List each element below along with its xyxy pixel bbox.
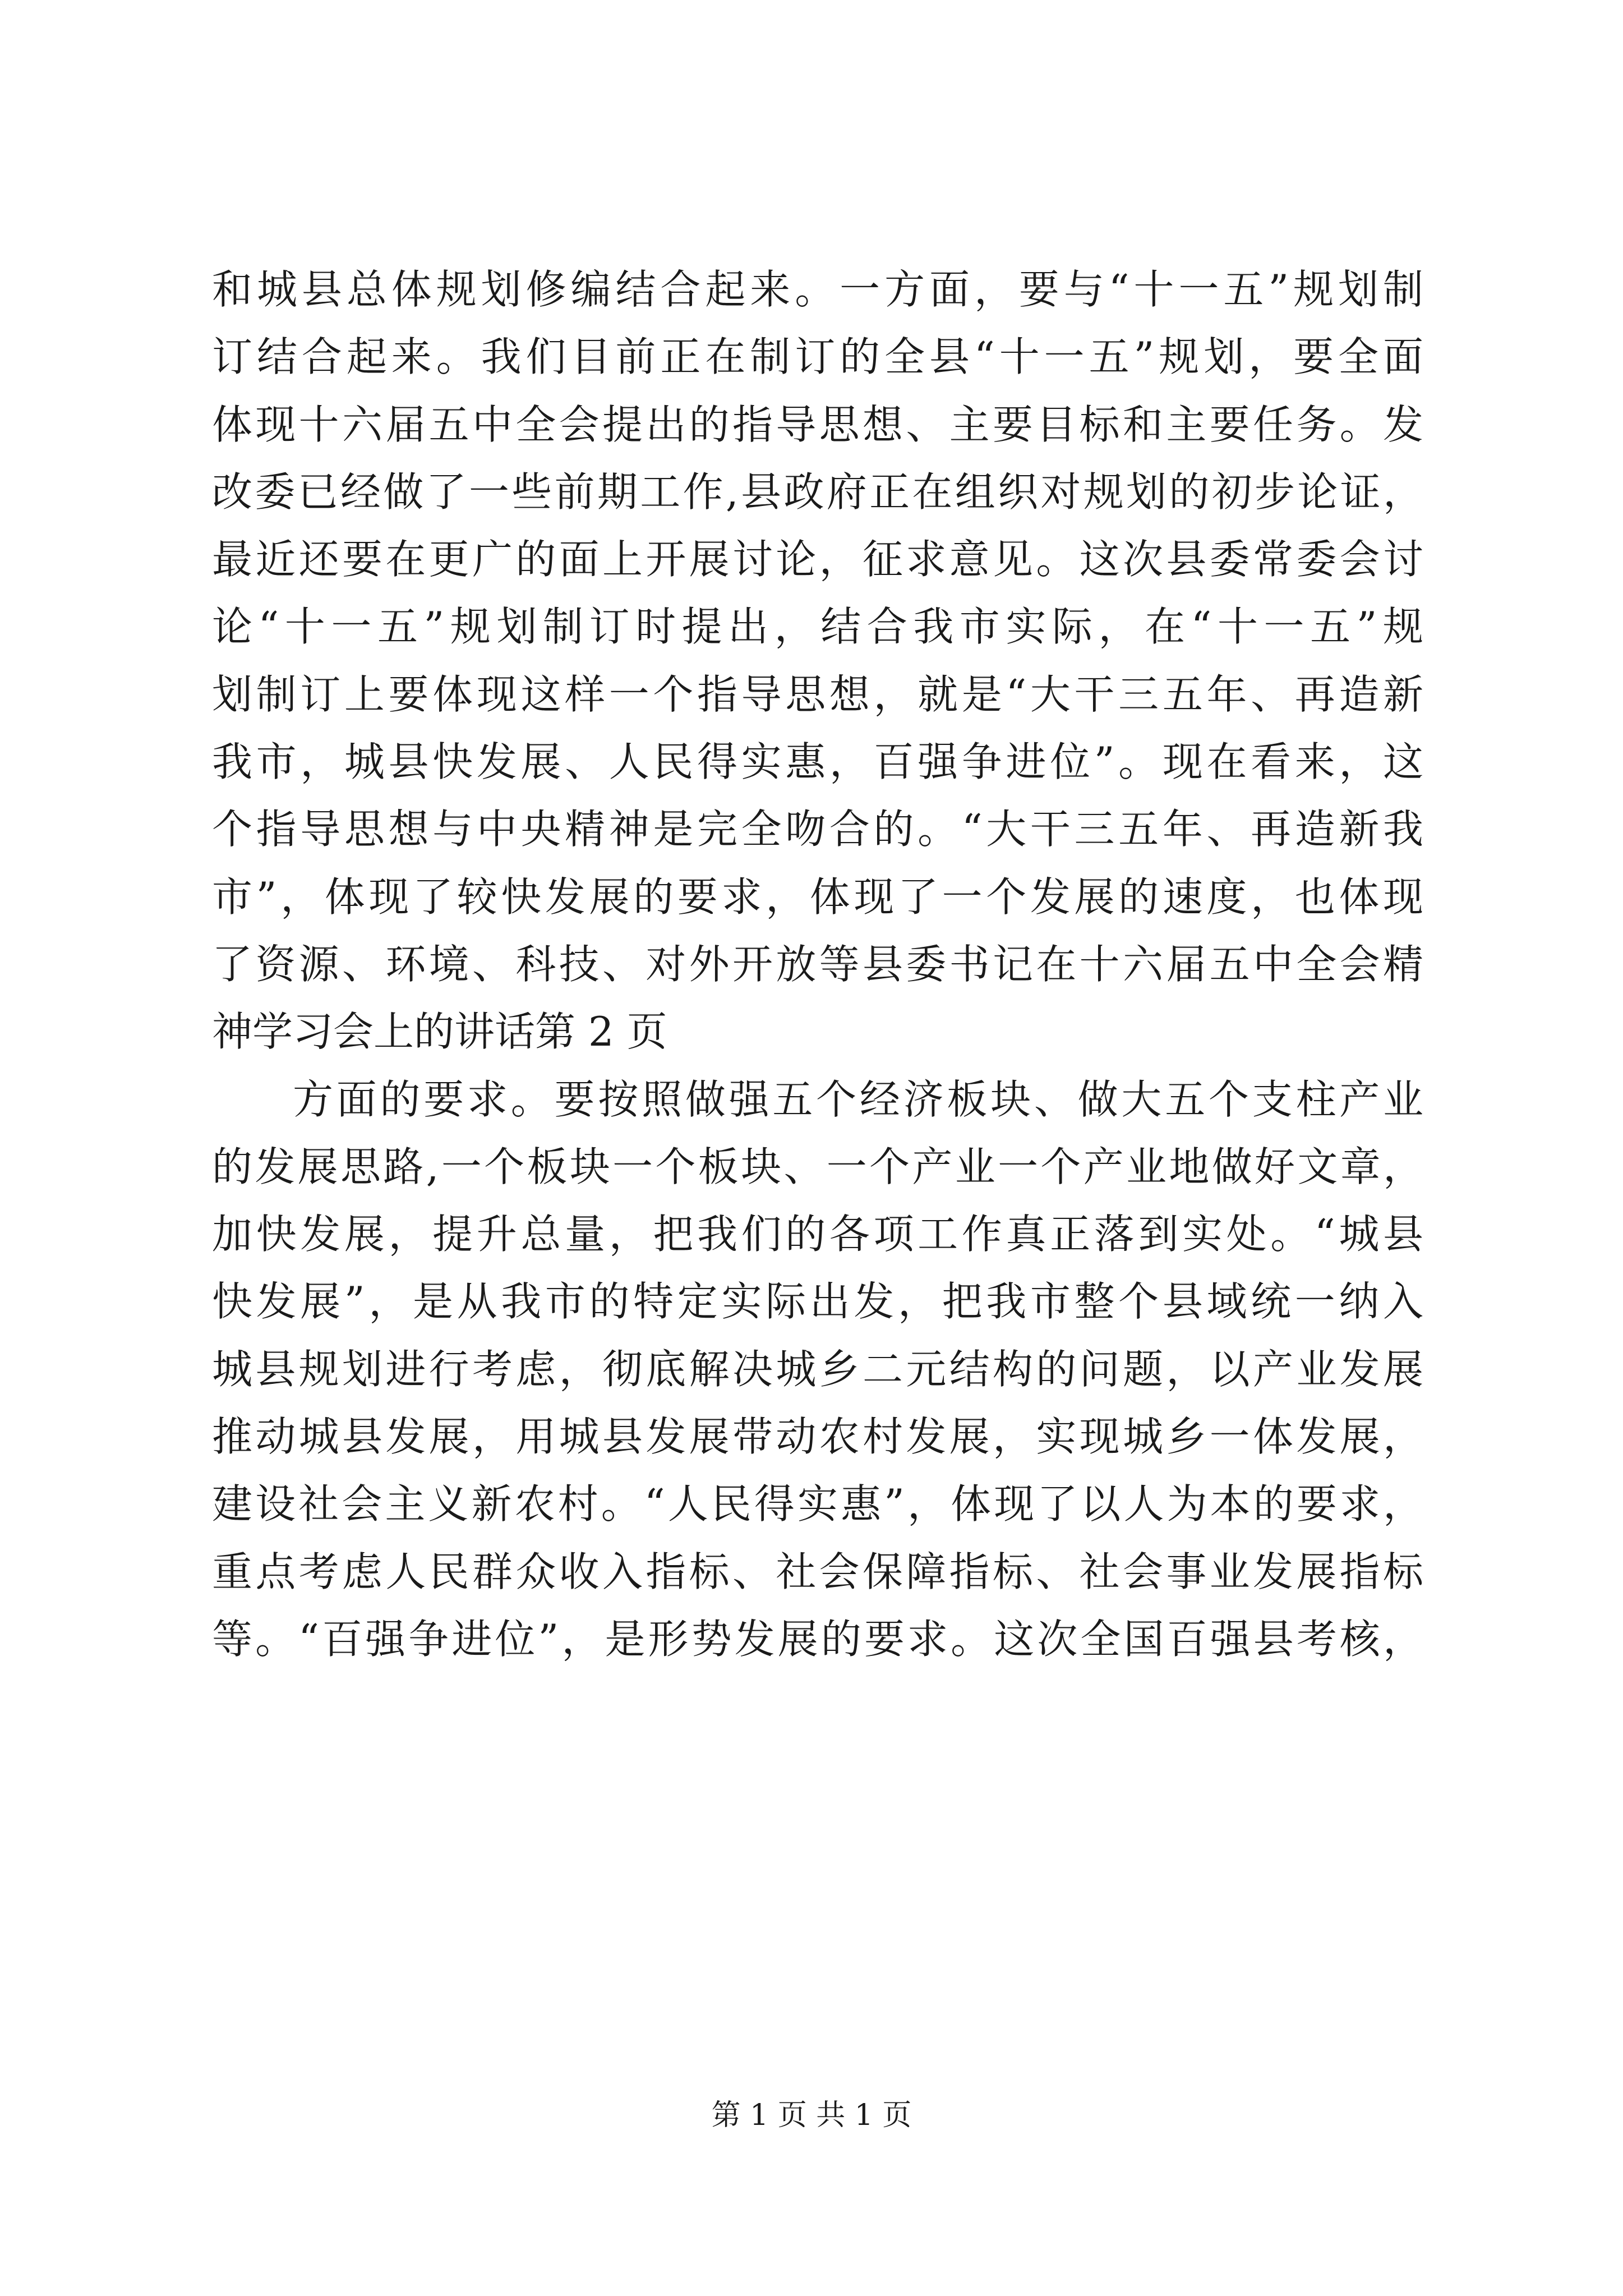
text-line-paragraph-end: 神学习会上的讲话第 2 页 — [212, 1008, 667, 1056]
text-line: 推动城县发展，用城县发展带动农村发展，实现城乡一体发展， — [212, 1413, 1423, 1461]
text-line: 个指导思想与中央精神是完全吻合的。“大干三五年、再造新我 — [212, 806, 1423, 853]
text-line: 改委已经做了一些前期工作,县政府正在组织对规划的初步论证， — [212, 468, 1423, 516]
text-line: 加快发展，提升总量，把我们的各项工作真正落到实处。“城县 — [212, 1211, 1423, 1258]
text-line: 论“十一五”规划制订时提出，结合我市实际，在“十一五”规 — [212, 603, 1423, 651]
text-line-paragraph-start: 方面的要求。要按照做强五个经济板块、做大五个支柱产业 — [293, 1075, 1423, 1123]
page-number-info: 第 1 页 共 1 页 — [711, 2099, 912, 2132]
text-line: 划制订上要体现这样一个指导思想，就是“大干三五年、再造新 — [212, 670, 1423, 718]
text-line: 最近还要在更广的面上开展讨论，征求意见。这次县委常委会讨 — [212, 536, 1423, 583]
page-footer — [0, 2091, 1623, 2133]
text-line: 了资源、环境、科技、对外开放等县委书记在十六届五中全会精 — [212, 940, 1423, 988]
text-line: 订结合起来。我们目前正在制订的全县“十一五”规划，要全面 — [212, 333, 1423, 381]
text-line: 我市，城县快发展、人民得实惠，百强争进位”。现在看来，这 — [212, 738, 1423, 786]
text-line: 城县规划进行考虑，彻底解决城乡二元结构的问题，以产业发展 — [212, 1345, 1423, 1393]
text-line: 等。“百强争进位”，是形势发展的要求。这次全国百强县考核， — [212, 1615, 1423, 1663]
text-line: 重点考虑人民群众收入指标、社会保障指标、社会事业发展指标 — [212, 1548, 1423, 1595]
text-line: 建设社会主义新农村。“人民得实惠”，体现了以人为本的要求， — [212, 1480, 1423, 1528]
document-body — [212, 256, 1423, 1673]
text-line: 的发展思路,一个板块一个板块、一个产业一个产业地做好文章， — [212, 1143, 1423, 1190]
text-line: 快发展”，是从我市的特定实际出发，把我市整个县域统一纳入 — [212, 1278, 1423, 1326]
text-line: 体现十六届五中全会提出的指导思想、主要目标和主要任务。发 — [212, 401, 1423, 448]
text-line: 市”，体现了较快发展的要求，体现了一个发展的速度，也体现 — [212, 873, 1423, 921]
text-line: 和城县总体规划修编结合起来。一方面，要与“十一五”规划制 — [212, 266, 1423, 313]
